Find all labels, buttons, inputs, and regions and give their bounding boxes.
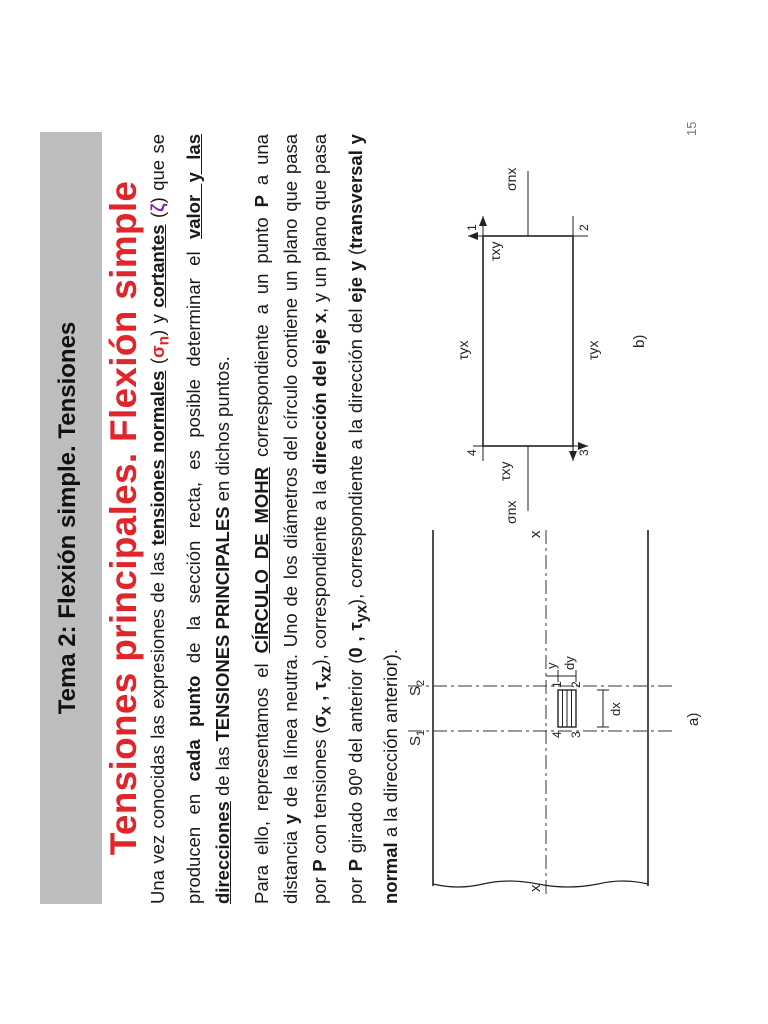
- label-corner-4: 4: [550, 731, 564, 738]
- header-title: Tema 2: Flexión simple. Tensiones: [54, 321, 81, 715]
- sigma-subscript: n: [155, 335, 173, 346]
- label-x-left: x: [527, 884, 544, 892]
- figure-a: [407, 530, 702, 894]
- arrow-head: [479, 216, 487, 226]
- label-sigma-nx-right: σnx: [503, 167, 519, 191]
- text: girado 90º del anterior (: [344, 657, 366, 860]
- term-direccion-eje-x: dirección del eje x: [309, 312, 330, 475]
- text: ), correspondiente a la dirección del: [344, 302, 366, 606]
- text: Para ello, representamos el: [251, 653, 272, 904]
- label-tau-yx-top: τyx: [455, 340, 471, 360]
- text: (: [147, 211, 168, 225]
- label-corner-4: 4: [465, 449, 479, 456]
- text: Una vez conocidas las expresiones de las: [147, 545, 168, 904]
- label-corner-3: 3: [577, 449, 591, 456]
- point-p: P: [309, 859, 330, 872]
- label-corner-2: 2: [577, 224, 591, 231]
- label-sigma-nx-left: σnx: [503, 500, 519, 524]
- paragraph-mohr: [247, 134, 405, 904]
- text: de la línea neutra. Uno de los diámetros del círculo contiene un plano que pasa por: [280, 133, 330, 904]
- text: ), correspondiente a la: [309, 474, 330, 666]
- label-s1: $S_1$: [407, 729, 427, 746]
- sigma-symbol: σ: [147, 345, 168, 359]
- point-p: P: [344, 859, 366, 872]
- term-tensiones-principales: TENSIONES PRINCIPALES: [211, 506, 233, 742]
- value-zero: 0: [344, 647, 366, 658]
- text: a una distancia: [251, 134, 301, 904]
- sigma-x-subscript: x: [317, 706, 335, 715]
- paragraph-intro: [143, 134, 237, 904]
- tau-xz-symbol: τ: [309, 681, 330, 691]
- text: , y un plano que pasa por: [309, 133, 366, 904]
- term-eje-y: eje y: [344, 260, 366, 303]
- text: ,: [344, 630, 366, 648]
- label-tau-xy-left: τxy: [497, 461, 513, 481]
- term-transversal-normal: transversal y normal: [344, 134, 402, 904]
- text: ) que se producen en: [147, 134, 204, 904]
- header-bar: [40, 132, 102, 904]
- tau-xz-subscript: xz: [317, 665, 335, 682]
- term-tensiones-normales: tensiones normales: [147, 370, 168, 546]
- var-y: y: [280, 813, 301, 825]
- term-cada-punto: cada punto: [182, 675, 204, 782]
- text: a la dirección anterior).: [380, 649, 402, 843]
- point-p: P: [251, 195, 272, 208]
- label-y: y: [544, 662, 559, 669]
- zeta-symbol: ζ: [147, 203, 168, 212]
- label-dx: dx: [608, 702, 623, 716]
- main-title: Tensiones principales. Flexión simple: [103, 180, 144, 856]
- arrow-head: [468, 232, 478, 240]
- text: en dichos puntos.: [211, 356, 233, 507]
- caption-a: a): [685, 712, 702, 726]
- label-corner-2: 2: [569, 681, 583, 688]
- figure-beam-element: [398, 76, 728, 906]
- label-tau-yx-bottom: τyx: [585, 340, 601, 360]
- label-dy: dy: [562, 656, 577, 670]
- text: (: [147, 358, 168, 371]
- text: con tensiones (: [309, 727, 330, 860]
- sigma-x-symbol: σ: [309, 714, 330, 728]
- label-corner-1: 1: [550, 681, 564, 688]
- label-x-right: x: [527, 530, 544, 538]
- text: (: [344, 248, 366, 261]
- caption-b: b): [631, 334, 648, 348]
- text: ) y: [147, 307, 168, 336]
- term-circulo-mohr: CÍRCULO DE MOHR: [251, 467, 272, 654]
- label-corner-3: 3: [569, 731, 583, 738]
- label-corner-1: 1: [465, 224, 479, 231]
- term-valor-direcciones: valor y las direcciones: [182, 134, 233, 904]
- arrow-head: [569, 451, 577, 461]
- text: de la sección recta, es posible determinar el: [182, 239, 204, 676]
- stress-element: [483, 236, 573, 446]
- text: ,: [309, 690, 330, 707]
- figure-b: [455, 168, 648, 524]
- tau-yx-symbol: τ: [344, 622, 366, 631]
- label-tau-xy-right: τxy: [487, 241, 503, 261]
- text: correspondiente a un punto: [251, 207, 272, 467]
- term-cortantes: cortantes: [147, 224, 168, 308]
- label-s2: $S_2$: [407, 679, 427, 696]
- text: de las: [211, 741, 233, 802]
- page-number: 15: [684, 121, 699, 136]
- tau-yx-subscript: yx: [353, 605, 371, 623]
